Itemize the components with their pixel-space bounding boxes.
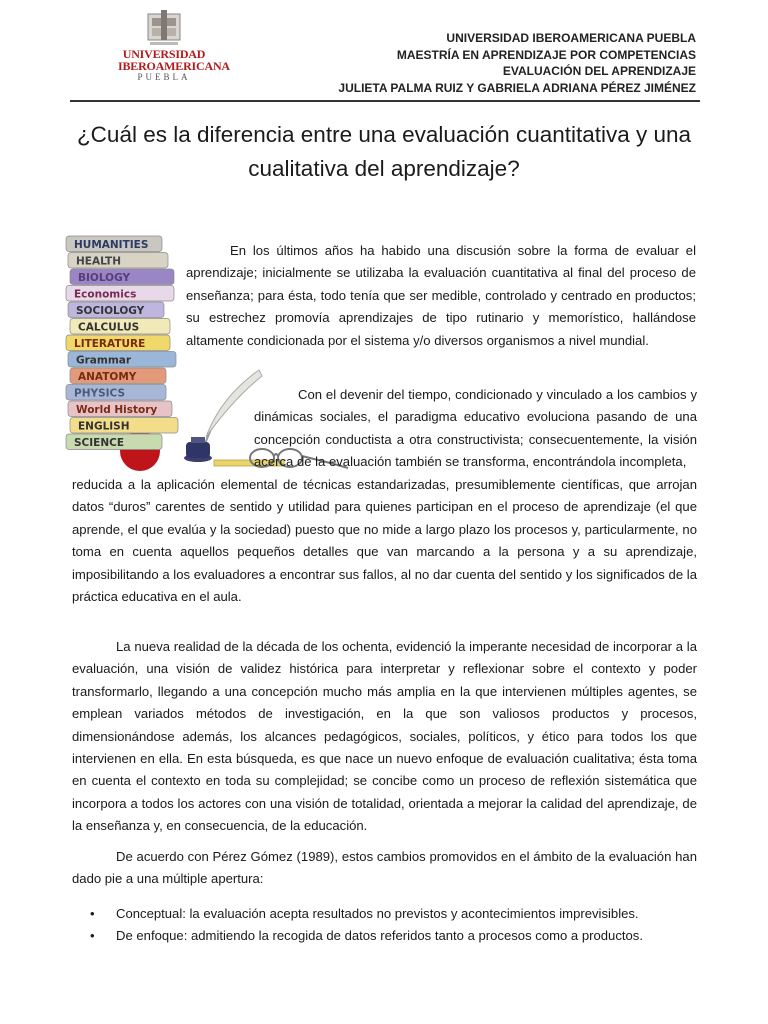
logo-line-2: IBEROAMERICANA: [118, 59, 230, 73]
university-crest-icon: [144, 8, 184, 48]
book-spine-label: PHYSICS: [74, 387, 126, 400]
paragraph-1: En los últimos años ha habido una discusión sobre la forma de evaluar el aprendizaje; inicialmente se utilizaba la evaluación cuantitativa al final del proceso de enseñanza; para ésta, todo tenía que ser medible, controlado y centrado en productos; su estrechez promovía aprendizajes de tipo rutinario y memorístico, hallándose altamente condicionada por el sistema y/o diversos organismos a nivel mundial.: [186, 243, 696, 348]
header-divider: [70, 100, 700, 102]
book-spine-label: HUMANITIES: [74, 239, 149, 251]
header-course: EVALUACIÓN DEL APRENDIZAJE: [502, 64, 696, 78]
logo-line-1: UNIVERSIDAD: [122, 47, 206, 61]
university-logo: [118, 8, 230, 98]
document-title: ¿Cuál es la diferencia entre una evaluación cuantitativa y una cualitativa del aprendizaje?: [76, 122, 692, 181]
book-spine-label: SCIENCE: [74, 437, 125, 449]
paragraph-2-continued: reducida a la aplicación elemental de técnicas estandarizadas, presumiblemente científicas, que arrojan datos “duros” carentes de sentido y utilidad para quienes participan en el proceso de aprendizaje (el que aprende, el que evalúa y la sociedad) puesto que no mide a largo plazo los procesos y, particularmente, no toma en cuenta aquellos pequeños detalles que van marcando a la persona y a su aprendizaje, imposibilitando a los evaluadores a encontrar sus fallos, al no dar cuenta del sentido y los significados de la práctica educativa en el aula.: [72, 477, 697, 605]
bullet-item: [88, 925, 708, 947]
book-spine-label: Grammar: [76, 354, 132, 367]
header-university: UNIVERSIDAD IBEROAMERICANA PUEBLA: [446, 31, 696, 45]
paragraph-3: La nueva realidad de la década de los ochenta, evidenció la imperante necesidad de incorporar a la evaluación, una visión de validez histórica para interpretar y reflexionar sobre el contexto y poder transformarlo, llegando a una concepción mucho más amplia en la que intervienen múltiples agentes, se emplean variados métodos de investigación, en la que son valiosos productos y procesos, dimensionándose además, los alcances pedagógicos, sociales, políticos, y ético para todos los que intervienen en ella. En esta búsqueda, es que nace un nuevo enfoque de evaluación cualitativa; ésta toma en cuenta el contexto en toda su complejidad; se concibe como un proceso de reflexión sistemática que incorpora a todos los actores con una visión de totalidad, orientada a mejorar la calidad del aprendizaje, de la enseñanza y, en consecuencia, de la educación.: [72, 639, 697, 834]
book-spine-label: ENGLISH: [78, 420, 130, 433]
logo-line-3: PUEBLA: [137, 72, 191, 82]
book-spine-label: Economics: [74, 288, 137, 301]
book-spine-label: SOCIOLOGY: [76, 305, 145, 317]
book-spine-label: LITERATURE: [74, 338, 146, 350]
bullet-item: [88, 903, 708, 925]
paragraph-2: Con el devenir del tiempo, condicionado y vinculado a los cambios y dinámicas sociales, el paradigma educativo evoluciona pasando de una concepción conductista a otra constructivista; consecuentemente, la visión acerca de la evaluación también se transforma, encontrándola incompleta,: [254, 387, 697, 470]
bullet-symbol: •: [90, 906, 95, 921]
bullet-list: [88, 903, 708, 948]
bullet-text: De enfoque: admitiendo la recogida de datos referidos tanto a procesos como a productos.: [116, 928, 643, 944]
document-header: [338, 30, 696, 96]
ink-pot-icon: [184, 437, 212, 462]
book-spine-label: World History: [76, 404, 158, 416]
book-spine-label: ANATOMY: [78, 371, 137, 383]
bullet-symbol: •: [90, 928, 95, 944]
paragraph-4: De acuerdo con Pérez Gómez (1989), estos cambios promovidos en el ámbito de la evaluación han dado pie a una múltiple apertura:: [72, 849, 697, 887]
bullet-text: Conceptual: la evaluación acepta resultados no previstos y acontecimientos imprevisibles.: [116, 906, 639, 921]
book-spine-label: BIOLOGY: [78, 272, 131, 284]
header-program: MAESTRÍA EN APRENDIZAJE POR COMPETENCIAS: [396, 47, 696, 62]
book-spine-label: CALCULUS: [78, 321, 140, 334]
book-spine-label: HEALTH: [76, 255, 121, 268]
header-authors: JULIETA PALMA RUIZ Y GABRIELA ADRIANA PÉREZ JIMÉNEZ: [338, 80, 696, 95]
